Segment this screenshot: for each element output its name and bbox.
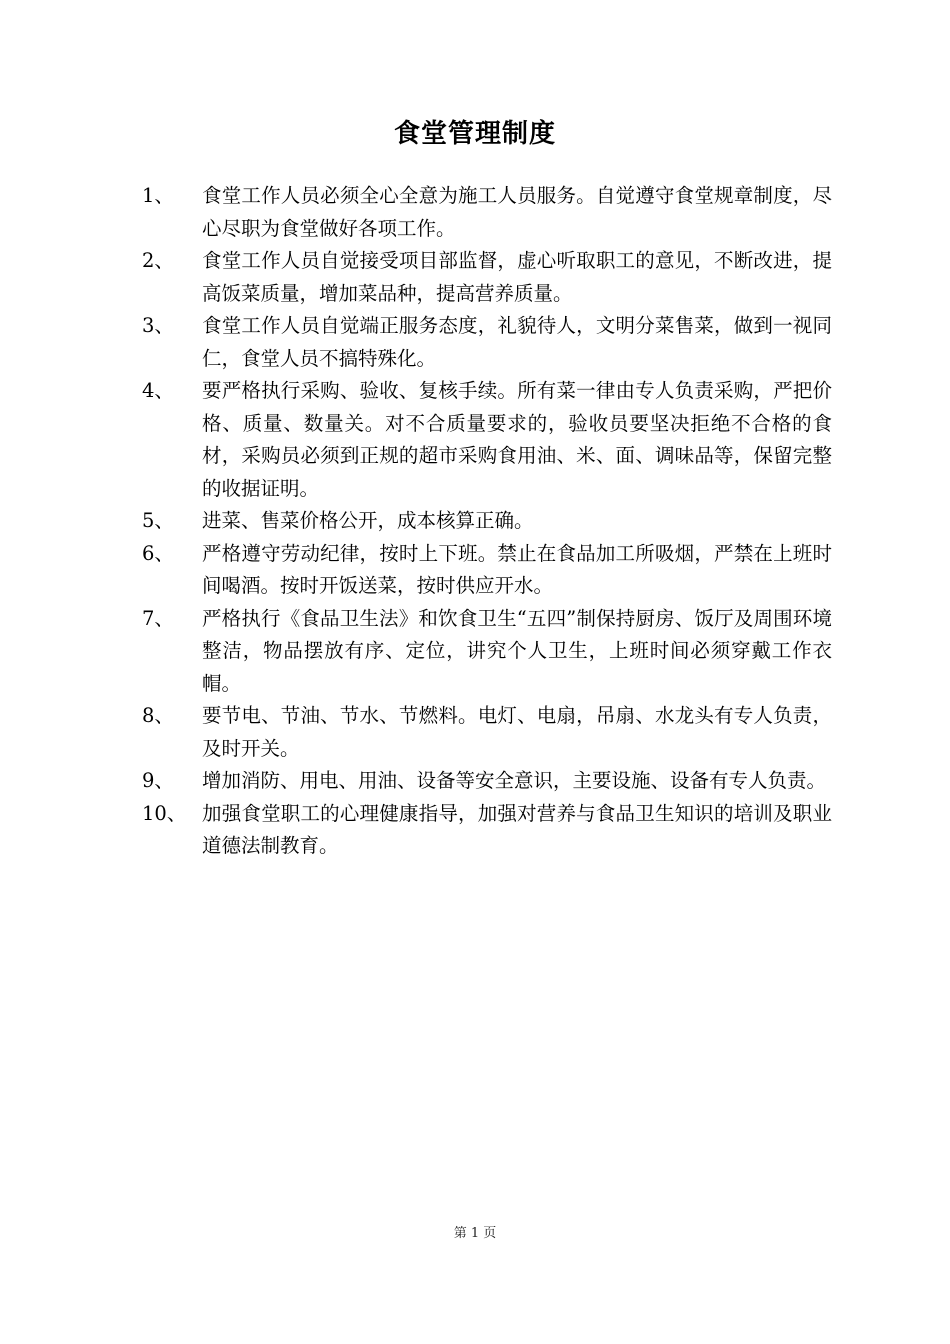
rule-item	[142, 245, 832, 310]
rule-number: 6、	[142, 541, 174, 565]
rule-item	[142, 505, 832, 538]
rule-number: 1、	[142, 184, 174, 207]
rule-text: 进菜、售菜价格公开，成本核算正确。	[202, 509, 534, 532]
rule-text: 食堂工作人员自觉接受项目部监督，虚心听取职工的意见，不断改进，提高饭菜质量，增加菜品种，提高营养质量。	[202, 249, 832, 305]
rule-number: 9、	[142, 769, 174, 792]
rule-text: 食堂工作人员必须全心全意为施工人员服务。自觉遵守食堂规章制度，尽心尽职为食堂做好各项工作。	[202, 184, 832, 240]
rule-text: 严格遵守劳动纪律，按时上下班。禁止在食品加工所吸烟，严禁在上班时间喝酒。按时开饭送菜，按时供应开水。	[202, 541, 832, 597]
rule-item	[142, 180, 832, 245]
rule-number: 10、	[142, 801, 187, 825]
rule-text: 增加消防、用电、用油、设备等安全意识，主要设施、设备有专人负责。	[202, 769, 827, 792]
rule-number: 4、	[142, 379, 174, 402]
rule-item	[142, 765, 832, 798]
rule-number: 7、	[142, 606, 174, 630]
rule-item	[142, 700, 832, 765]
rule-text: 加强食堂职工的心理健康指导，加强对营养与食品卫生知识的培训及职业道德法制教育。	[202, 801, 832, 857]
rule-item	[142, 603, 832, 701]
rule-text: 严格执行《食品卫生法》和饮食卫生“五四”制保持厨房、饭厅及周围环境整洁，物品摆放有序、定位，讲究个人卫生，上班时间必须穿戴工作衣帽。	[202, 606, 832, 695]
rule-number: 2、	[142, 249, 174, 272]
rule-text: 食堂工作人员自觉端正服务态度，礼貌待人，文明分菜售菜，做到一视同仁，食堂人员不搞特殊化。	[202, 314, 832, 370]
rule-item	[142, 375, 832, 505]
rule-text: 要严格执行采购、验收、复核手续。所有菜一律由专人负责采购，严把价格、质量、数量关。对不合质量要求的，验收员要坚决拒绝不合格的食材，采购员必须到正规的超市采购食用油、米、面、调味品等，保留完整的收据证明。	[202, 379, 832, 500]
rule-item	[142, 798, 832, 863]
rules-list	[142, 180, 832, 863]
rule-number: 5、	[142, 509, 174, 532]
rule-number: 3、	[142, 314, 174, 337]
rule-number: 8、	[142, 704, 174, 727]
document-title: 食堂管理制度	[393, 119, 556, 149]
page-number-footer: 第 1 页	[453, 1226, 497, 1241]
rule-item	[142, 310, 832, 375]
rule-text: 要节电、节油、节水、节燃料。电灯、电扇，吊扇、水龙头有专人负责，及时开关。	[202, 704, 832, 760]
rule-item	[142, 538, 832, 603]
